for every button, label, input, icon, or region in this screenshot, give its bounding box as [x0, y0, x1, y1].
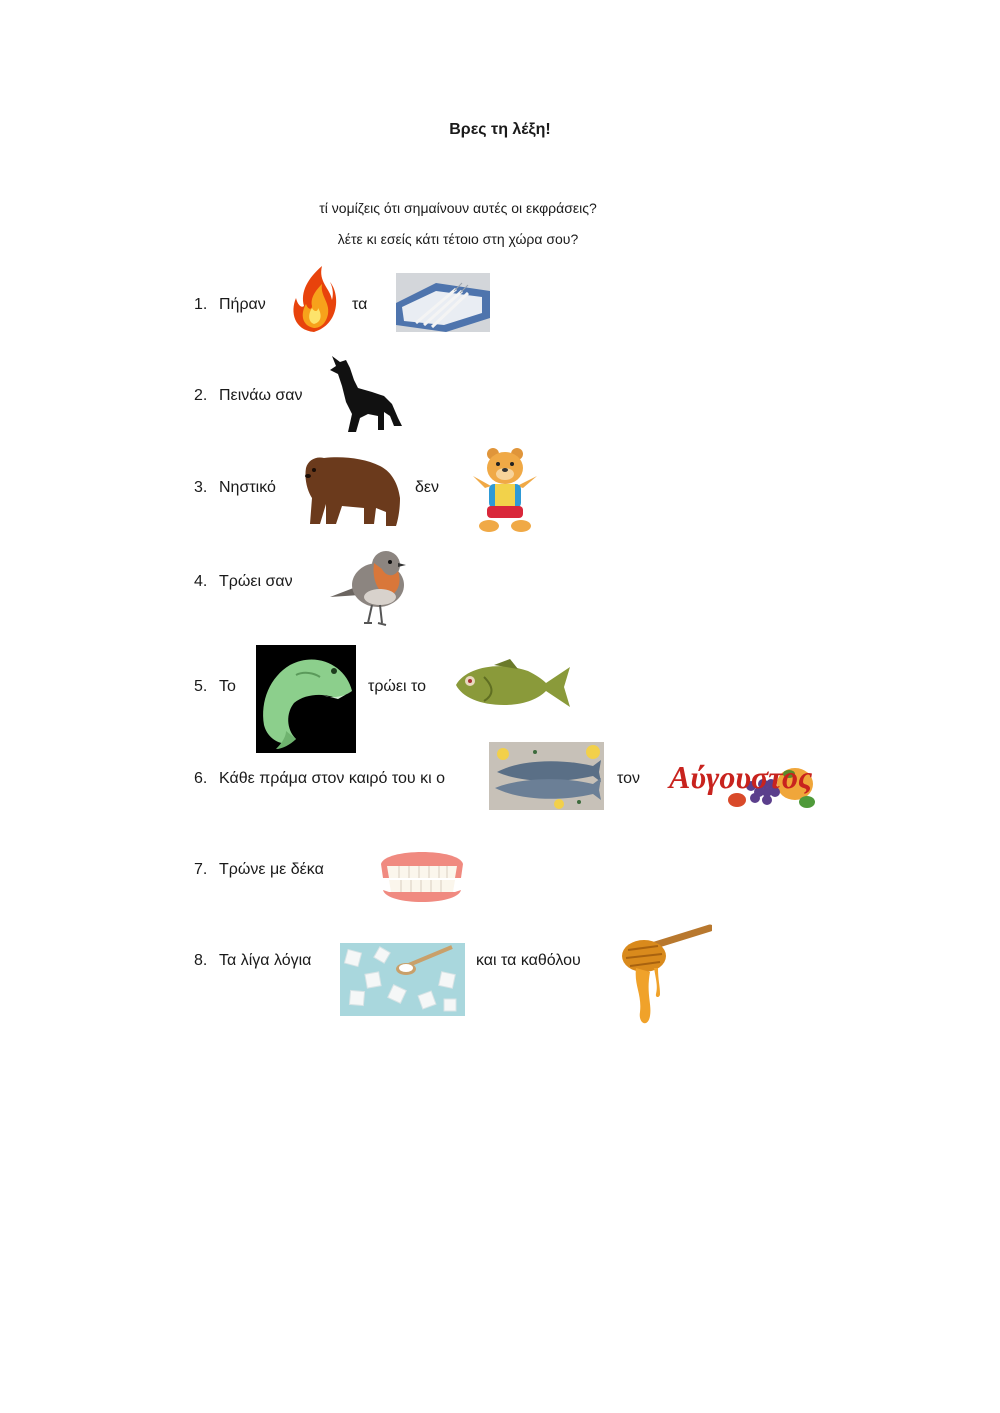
item-2-number: 2.: [194, 387, 208, 404]
item-8-number: 8.: [194, 952, 208, 969]
fire-icon: [288, 262, 340, 334]
brown-bear: [302, 454, 402, 528]
item-1-text-2: τα: [352, 296, 368, 313]
mackerel-photo: [489, 742, 604, 810]
robin-bird: [328, 547, 406, 627]
item-3-text-1: Νηστικό: [219, 479, 276, 496]
item-6-text-1: Κάθε πράμα στον καιρό του κι ο: [219, 770, 445, 787]
item-4-number: 4.: [194, 573, 208, 590]
augoustos-logo-text: Αύγουστος: [669, 759, 813, 795]
item-7-number: 7.: [194, 861, 208, 878]
item-8-text-1: Τα λίγα λόγια: [219, 952, 312, 969]
worksheet-title: Βρες τη λέξη!: [449, 121, 551, 138]
small-green-fish: [454, 657, 572, 711]
item-8-text-2: και τα καθόλου: [476, 952, 581, 969]
big-fish-jumping: [256, 645, 356, 753]
wolf-silhouette: [328, 352, 404, 434]
augoustos-fruit-logo: [667, 744, 817, 812]
item-1-text-1: Πήραν: [219, 296, 266, 313]
honey-dipper: [612, 910, 712, 1032]
item-6-number: 6.: [194, 770, 208, 787]
item-2-text-1: Πεινάω σαν: [219, 387, 303, 404]
item-7-text-1: Τρώνε με δέκα: [219, 861, 324, 878]
instruction-line-1: τί νομίζεις ότι σημαίνουν αυτές οι εκφράσεις?: [319, 200, 597, 216]
forks-napkin-photo: [396, 273, 490, 332]
instruction-line-2: λέτε κι εσείς κάτι τέτοιο στη χώρα σου?: [337, 231, 579, 247]
item-5-text-2: τρώει το: [368, 678, 427, 695]
dentures: [375, 844, 469, 912]
item-1-number: 1.: [194, 296, 208, 313]
dancing-cartoon-bear: [465, 446, 543, 534]
sugar-cubes-photo: [340, 943, 465, 1016]
item-5-text-1: Το: [219, 678, 236, 695]
item-4-text-1: Τρώει σαν: [219, 573, 293, 590]
item-6-text-2: τον: [617, 770, 640, 787]
item-5-number: 5.: [194, 678, 208, 695]
item-3-text-2: δεν: [415, 479, 440, 496]
item-3-number: 3.: [194, 479, 208, 496]
